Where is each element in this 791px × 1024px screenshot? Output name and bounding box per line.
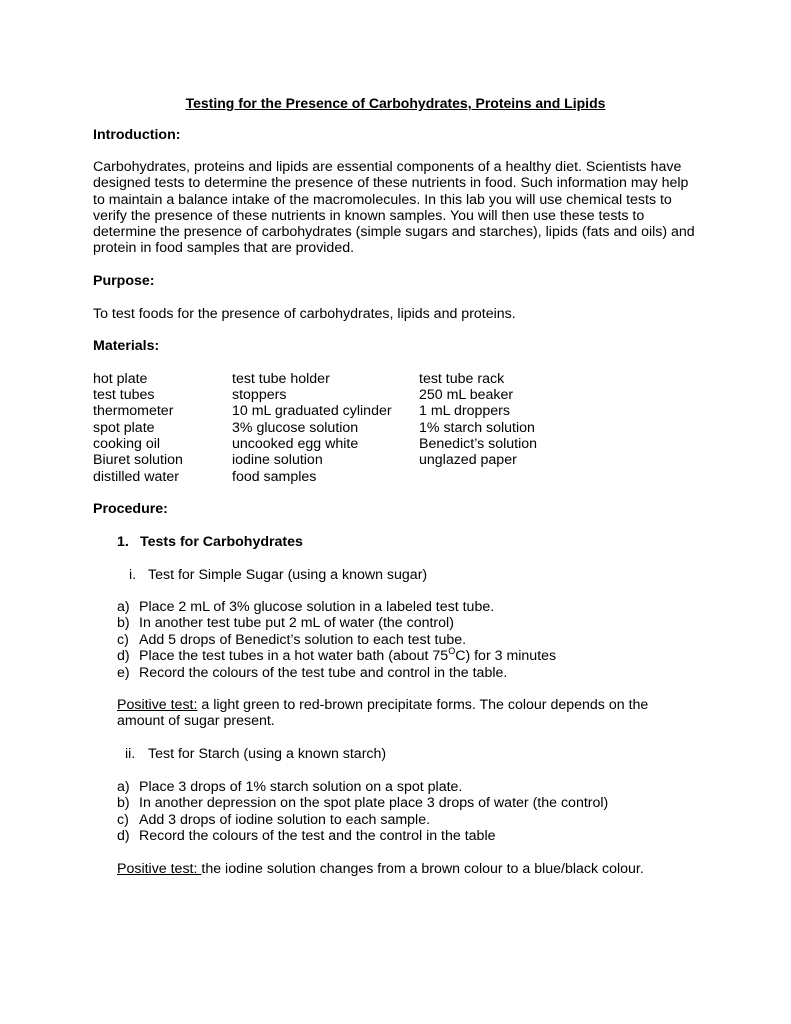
materials-heading: Materials: <box>93 338 160 354</box>
material-item: 1% starch solution <box>419 420 535 436</box>
introduction-line: designed tests to determine the presence of these nutrients in food. Such information may help <box>93 175 689 192</box>
procedure-heading: Procedure: <box>93 501 168 517</box>
step-text-before: Place the test tubes in a hot water bath (about 75 <box>139 648 449 664</box>
introduction-line: Carbohydrates, proteins and lipids are essential components of a healthy diet. Scientists have <box>93 159 682 175</box>
test-heading-starch <box>125 746 387 762</box>
introduction-line: protein in food samples that are provided. <box>93 240 355 257</box>
step-text: Place 3 drops of 1% starch solution on a spot plate. <box>139 779 463 795</box>
introduction-line: to maintain a balance intake of the macromolecules. In this lab you will use chemical tests to <box>93 191 672 208</box>
material-item: test tube rack <box>419 371 505 387</box>
positive-test-label: Positive test: <box>117 861 202 877</box>
purpose-heading: Purpose: <box>93 273 155 289</box>
introduction-heading: Introduction: <box>93 127 181 143</box>
positive-test-text: amount of sugar present. <box>117 713 275 730</box>
material-item: uncooked egg white <box>232 436 359 452</box>
step-letter: c) <box>117 812 129 828</box>
material-item: 10 mL graduated cylinder <box>232 403 392 419</box>
purpose-text: To test foods for the presence of carbohydrates, lipids and proteins. <box>93 306 516 322</box>
positive-test-starch <box>117 861 677 877</box>
section-heading-carbohydrates <box>117 534 303 550</box>
positive-test-sugar <box>117 697 677 730</box>
material-item: test tube holder <box>232 371 330 387</box>
material-item: food samples <box>232 469 317 485</box>
step-text: Place 2 mL of 3% glucose solution in a labeled test tube. <box>139 599 495 615</box>
introduction-line: determine the presence of carbohydrates (simple sugars and starches), lipids (fats and oils) and <box>93 224 695 241</box>
positive-test-label: Positive test: <box>117 697 198 713</box>
step-letter: b) <box>117 795 130 811</box>
step-text: Add 3 drops of iodine solution to each sample. <box>139 812 431 828</box>
step-letter: d) <box>117 648 130 664</box>
material-item: test tubes <box>93 387 155 403</box>
material-item: 250 mL beaker <box>419 387 514 403</box>
material-item: distilled water <box>93 469 179 485</box>
step-letter: a) <box>117 599 130 615</box>
material-item: thermometer <box>93 403 174 419</box>
section-number: 1. <box>117 534 129 550</box>
positive-test-text: a light green to red-brown precipitate forms. The colour depends on the <box>197 697 649 713</box>
introduction-paragraph <box>93 159 708 257</box>
test-number: ii. <box>125 746 136 762</box>
test-number: i. <box>129 567 137 583</box>
step-text: Add 5 drops of Benedict’s solution to each test tube. <box>139 632 467 648</box>
step-letter: c) <box>117 632 129 648</box>
step-text-after: C) for 3 minutes <box>455 648 557 664</box>
material-item: 3% glucose solution <box>232 420 359 436</box>
material-item: unglazed paper <box>419 452 517 468</box>
step-letter: d) <box>117 828 130 844</box>
material-item: Benedict’s solution <box>419 436 538 452</box>
step-text: In another test tube put 2 mL of water (the control) <box>139 615 454 631</box>
step-text: Record the colours of the test tube and control in the table. <box>139 665 508 681</box>
material-item: spot plate <box>93 420 155 436</box>
material-item: iodine solution <box>232 452 323 468</box>
material-item: Biuret solution <box>93 452 183 468</box>
test-heading-simple-sugar <box>129 567 427 583</box>
step-text: In another depression on the spot plate place 3 drops of water (the control) <box>139 795 609 811</box>
material-item: cooking oil <box>93 436 161 452</box>
material-item: 1 mL droppers <box>419 403 510 419</box>
degree-superscript: O <box>448 646 456 656</box>
step-letter: a) <box>117 779 130 795</box>
test-title: Test for Simple Sugar (using a known sugar) <box>148 567 428 583</box>
step-letter: b) <box>117 615 130 631</box>
positive-test-text: the iodine solution changes from a brown colour to a blue/black colour. <box>201 861 644 877</box>
introduction-line: verify the presence of these nutrients in known samples. You will then use these tests to <box>93 207 645 224</box>
step-text <box>139 648 556 664</box>
section-title: Tests for Carbohydrates <box>140 534 303 550</box>
test-title: Test for Starch (using a known starch) <box>148 746 387 762</box>
material-item: stoppers <box>232 387 287 403</box>
document-title: Testing for the Presence of Carbohydrates, Proteins and Lipids <box>185 95 606 111</box>
material-item: hot plate <box>93 371 148 387</box>
step-letter: e) <box>117 665 130 681</box>
step-text: Record the colours of the test and the control in the table <box>139 828 496 844</box>
